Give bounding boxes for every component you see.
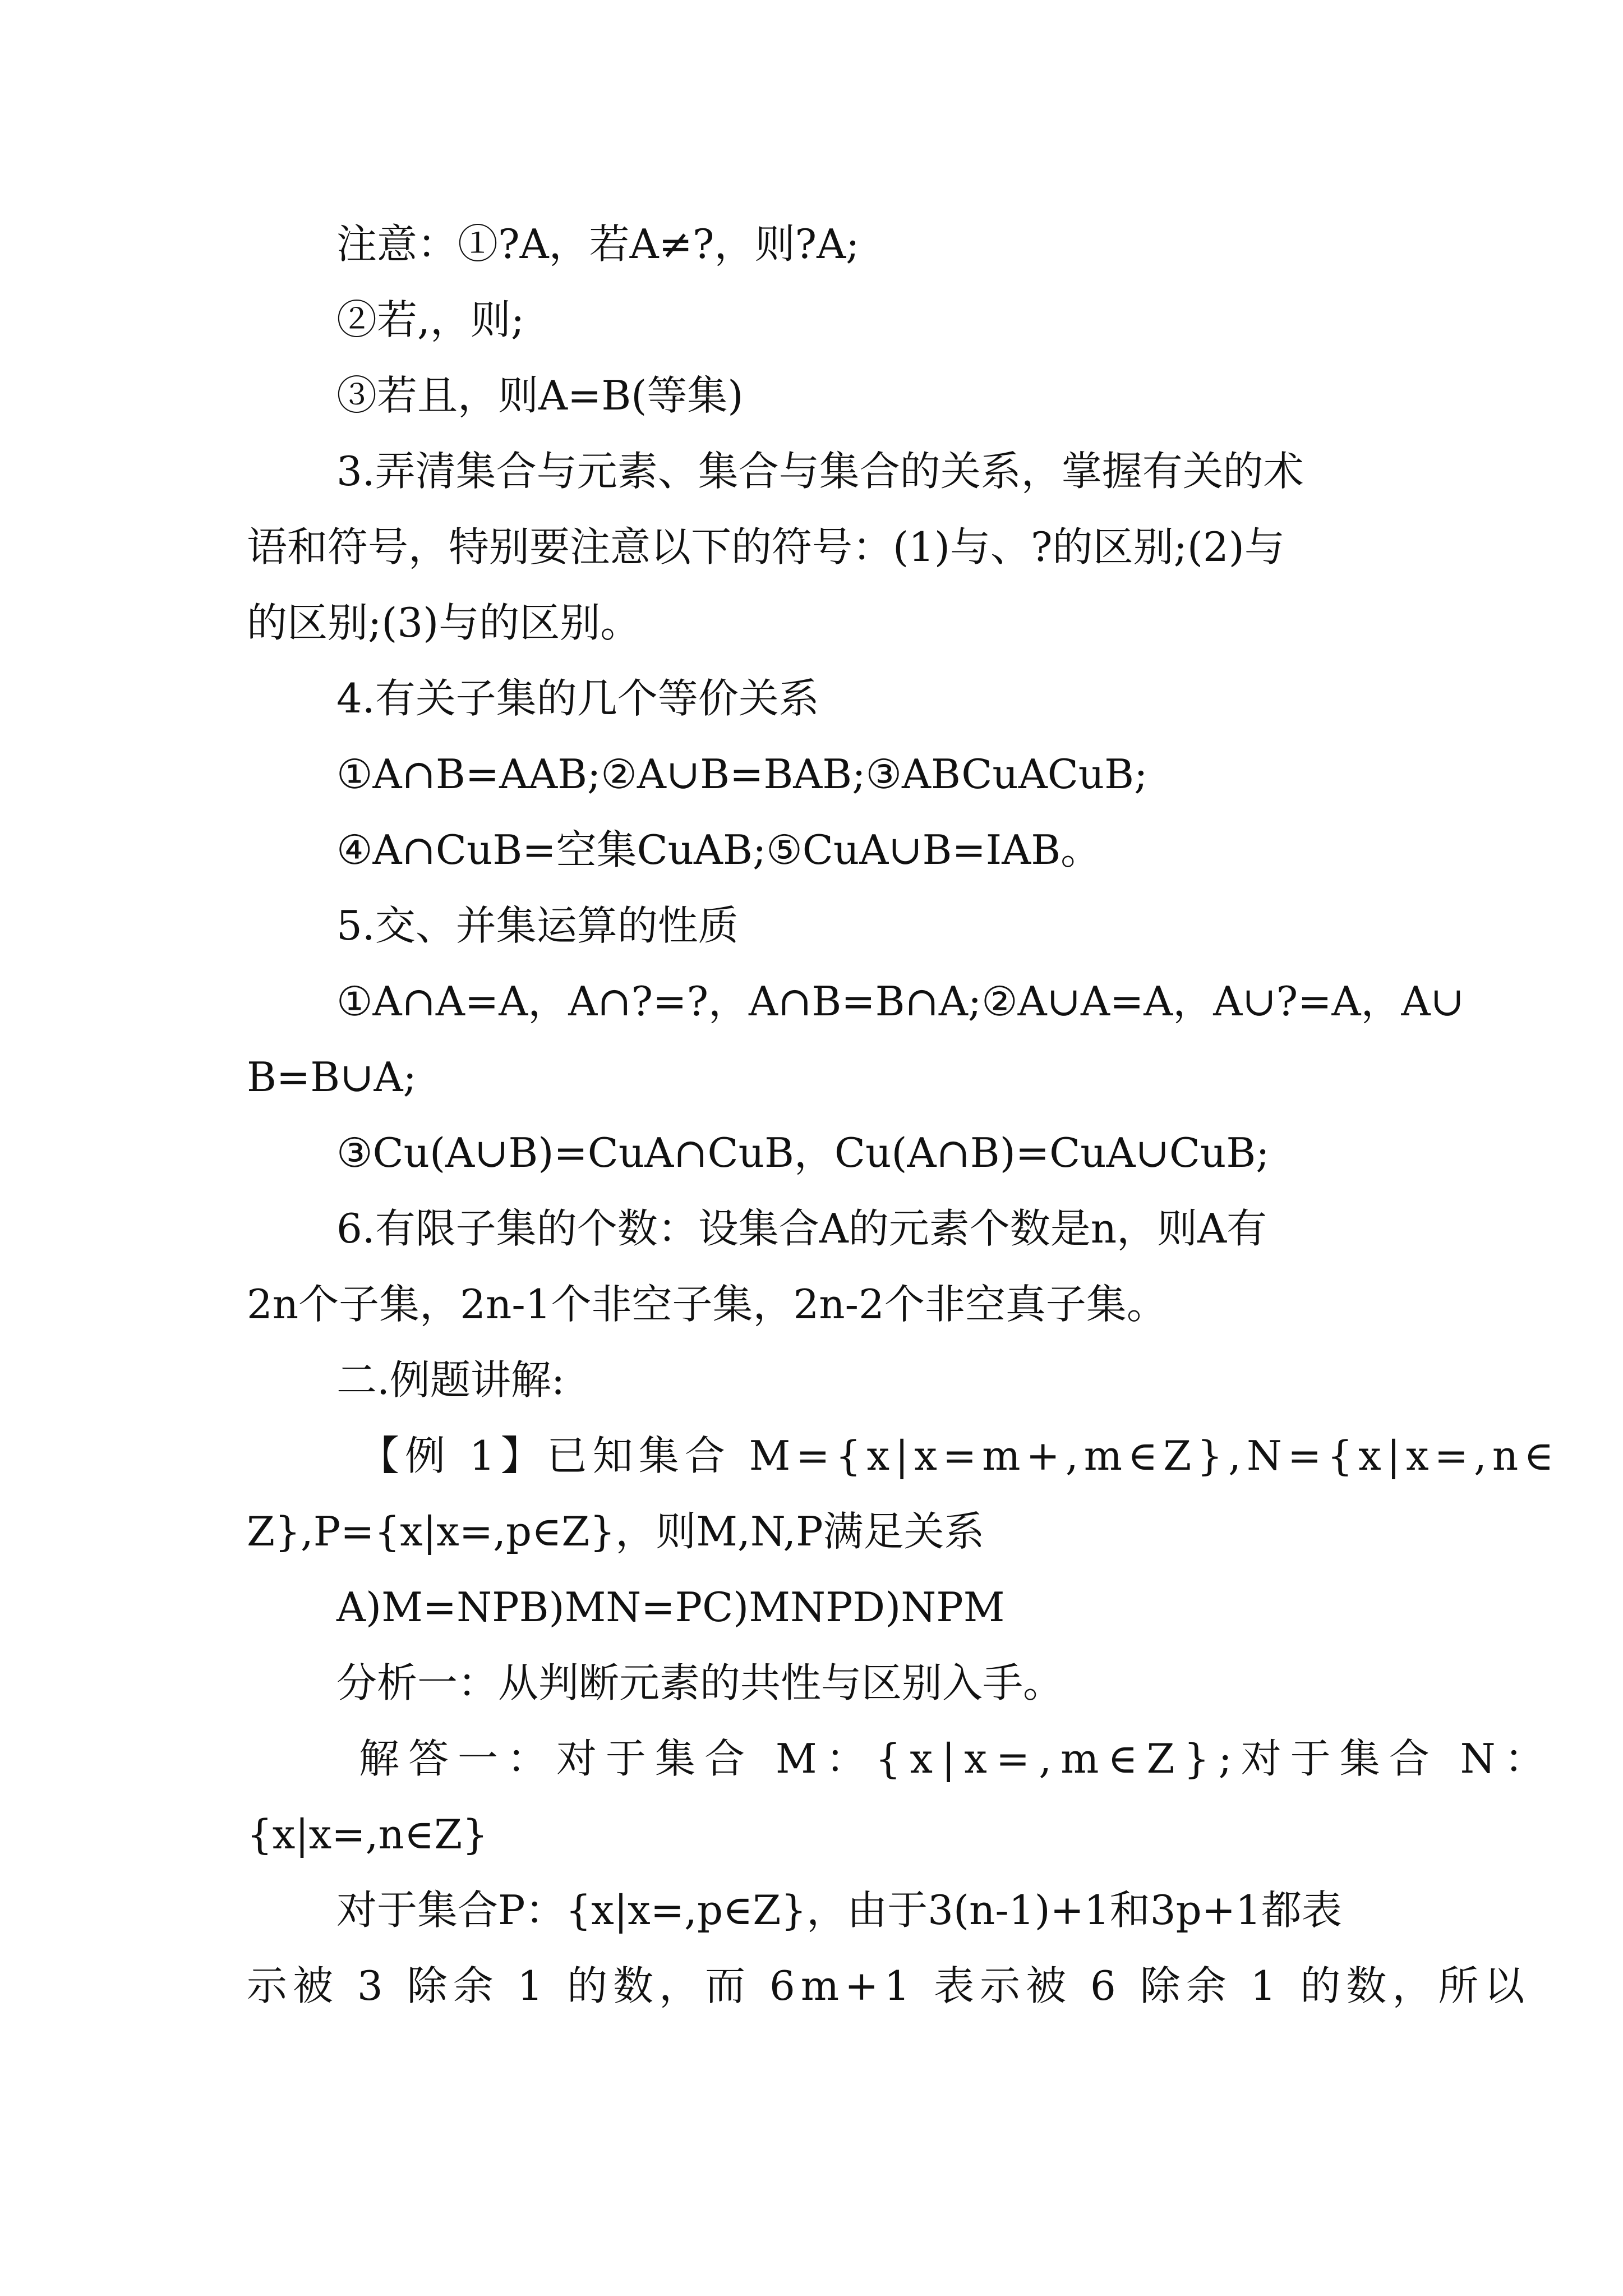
section-3-heading: 3.弄清集合与元素、集合与集合的关系，掌握有关的术 <box>336 448 1304 495</box>
answer-1-explanation: 示被 3 除余 1 的数，而 6m+1 表示被 6 除余 1 的数，所以 <box>247 1962 1530 2009</box>
section-4-item-1: ①A∩B=AAB;②A∪B=BAB;③ABCuACuB; <box>336 751 1148 798</box>
section-6-heading: 6.有限子集的个数：设集合A的元素个数是n，则A有 <box>336 1205 1267 1252</box>
example-1-text-cont: Z},P={x|x=,p∈Z}，则M,N,P满足关系 <box>247 1508 985 1555</box>
note-item-3: ③若且，则A=B(等集) <box>336 372 744 419</box>
example-1-options: A)M=NPB)MN=PC)MNPD)NPM <box>336 1584 1005 1631</box>
note-item-2: ②若,，则; <box>336 296 525 343</box>
section-4-item-2: ④A∩CuB=空集CuAB;⑤CuA∪B=IAB。 <box>336 826 1101 873</box>
example-1-text: 【例 1】已知集合 M={x|x=m+,m∈Z},N={x|x=,n∈ <box>359 1432 1560 1479</box>
section-3-text: 语和符号，特别要注意以下的符号：(1)与、?的区别;(2)与 <box>247 523 1285 570</box>
analysis-1: 分析一：从判断元素的共性与区别入手。 <box>336 1659 1064 1706</box>
section-5-item-1-cont: B=B∪A; <box>247 1053 417 1101</box>
note-line: 注意：①?A，若A≠?，则?A; <box>336 220 860 268</box>
section-5-item-3: ③Cu(A∪B)=CuA∩CuB，Cu(A∩B)=CuA∪CuB; <box>336 1129 1270 1176</box>
answer-1-cont: {x|x=,n∈Z} <box>247 1811 488 1858</box>
section-3-text-end: 的区别;(3)与的区别。 <box>247 599 641 646</box>
section-4-heading: 4.有关子集的几个等价关系 <box>336 675 819 722</box>
section-5-heading: 5.交、并集运算的性质 <box>336 902 739 949</box>
section-5-item-1: ①A∩A=A，A∩?=?，A∩B=B∩A;②A∪A=A，A∪?=A，A∪ <box>336 978 1464 1025</box>
examples-heading: 二.例题讲解: <box>336 1356 565 1404</box>
answer-1: 解答一：对于集合 M：{x|x=,m∈Z};对于集合 N： <box>359 1735 1554 1782</box>
answer-1-p-set: 对于集合P：{x|x=,p∈Z}，由于3(n-1)+1和3p+1都表 <box>336 1887 1342 1934</box>
section-6-text: 2n个子集，2n-1个非空子集，2n-2个非空真子集。 <box>247 1281 1167 1328</box>
